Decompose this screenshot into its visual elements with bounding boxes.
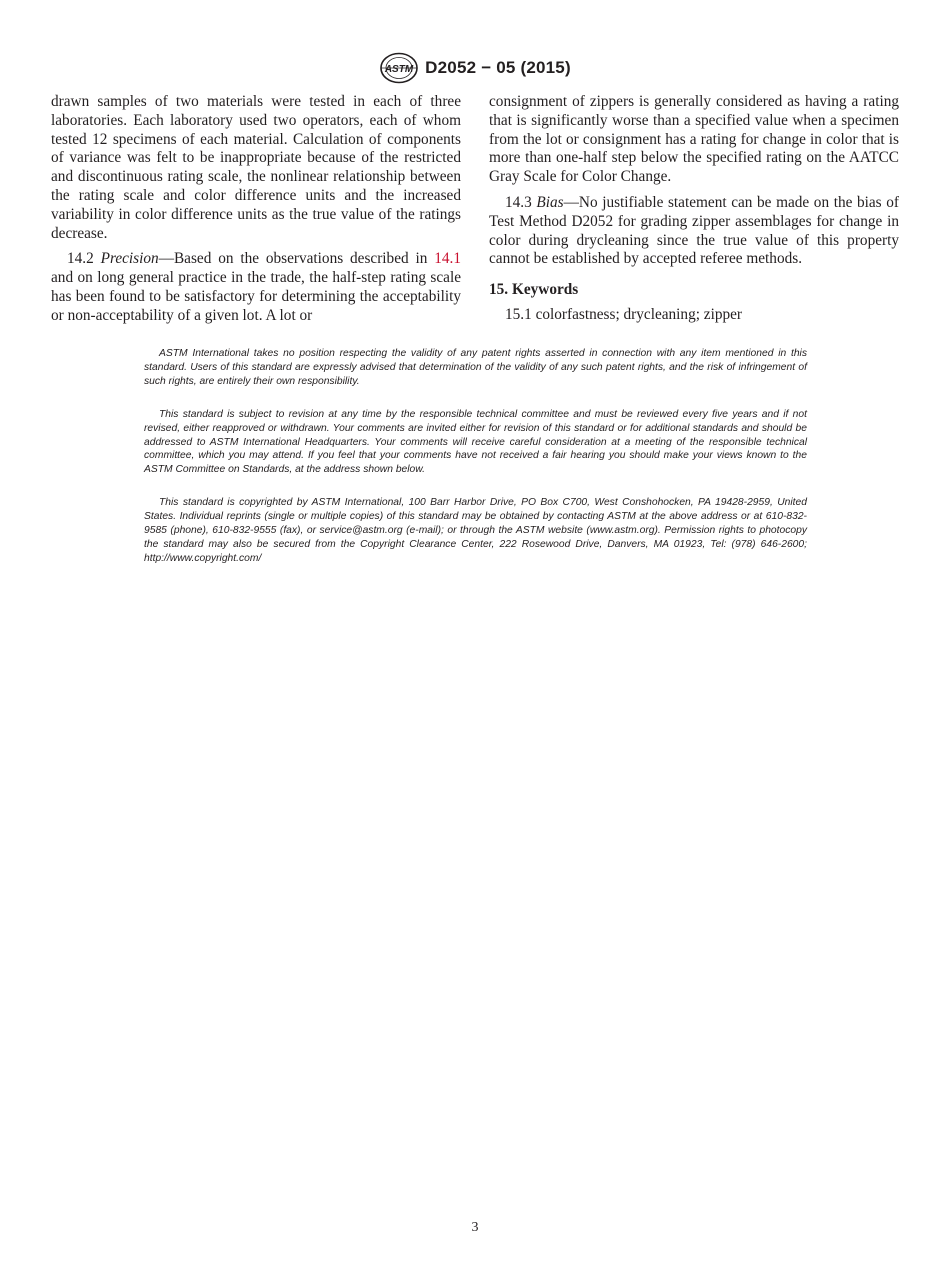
- section-number: 14.3: [505, 193, 532, 211]
- revision-notice: This standard is subject to revision at any time by the responsible technical committee and must be reviewed every five years and if not revised, either reapproved or withdrawn. Your comments are invited either for revision of this standard or for additional standards and should be addressed to ASTM International Headquarters. Your comments will receive careful consideration at a meeting of the responsible technical committee, which you may attend. If you feel that your comments have not received a fair hearing you should make your views known to the ASTM Committee on Standards, at the address shown below.: [144, 408, 807, 476]
- copyright-notice: This standard is copyrighted by ASTM International, 100 Barr Harbor Drive, PO Box C700, West Conshohocken, PA 19428-2959, United States. Individual reprints (single or multiple copies) of this standard may be obtained by contacting ASTM at the above address or at 610-832-9585 (phone), 610-832-9555 (fax), or service@astm.org (e-mail); or through the ASTM website (www.astm.org). Permission rights to photocopy the standard may also be secured from the Copyright Clearance Center, 222 Rosewood Drive, Danvers, MA 01923, Tel: (978) 646-2600; http://www.copyright.com/: [144, 497, 807, 564]
- paragraph-text: —Based on the observations described in: [158, 250, 428, 268]
- svg-text:ASTM: ASTM: [385, 64, 414, 75]
- patent-notice: ASTM International takes no position respecting the validity of any patent rights asserted in connection with any item mentioned in this standard. Users of this standard are expressly advised that determination of the validity of any such patent rights, and the risk of infringement of such rights, are entirely their own responsibility.: [144, 348, 807, 387]
- section-term: Precision: [100, 250, 159, 268]
- section-number: 14.2: [67, 250, 94, 268]
- section-term: Bias: [536, 193, 564, 211]
- legal-notices: [144, 347, 807, 585]
- right-column: [489, 93, 899, 332]
- page-header: [0, 52, 950, 84]
- page-number: 3: [471, 1220, 479, 1235]
- astm-logo-icon: [379, 52, 419, 84]
- section-14-2-paragraph: [51, 250, 461, 325]
- standard-designation: D2052 − 05 (2015): [425, 58, 571, 77]
- paragraph-text: and on long general practice in the trade, the half-step rating scale has been found to be satisfactory for determining the acceptability or non-acceptability of a given lot. A lot or: [51, 269, 461, 324]
- section-heading: 15. Keywords: [489, 281, 579, 299]
- paragraph-text: —No justifiable statement can be made on the bias of Test Method D2052 for grading zipper assemblages for change in color during drycleaning since the true value of this property cannot be established by accepted referee methods.: [489, 193, 899, 268]
- continued-paragraph: drawn samples of two materials were tested in each of three laboratories. Each laboratory used two operators, each of whom tested 12 specimens of each material. Calculation of components of variance was felt to be inappropriate because of the restricted and discontinuous rating scale, the nonlinear relationship between the rating scale and color difference units and the increased variability in color difference units as the true value of the ratings decrease.: [51, 93, 461, 242]
- cross-reference-link[interactable]: 14.1: [434, 250, 461, 268]
- continued-paragraph: consignment of zippers is generally considered as having a rating that is significantly worse than a specified value when a specimen from the lot or consignment has a rating for change in color that is more than one-half step below the specified rating on the AATCC Gray Scale for Color Change.: [489, 93, 899, 186]
- left-column: [51, 93, 461, 333]
- section-14-3-paragraph: [489, 194, 899, 269]
- section-15-1-paragraph: 15.1 colorfastness; drycleaning; zipper: [505, 305, 743, 323]
